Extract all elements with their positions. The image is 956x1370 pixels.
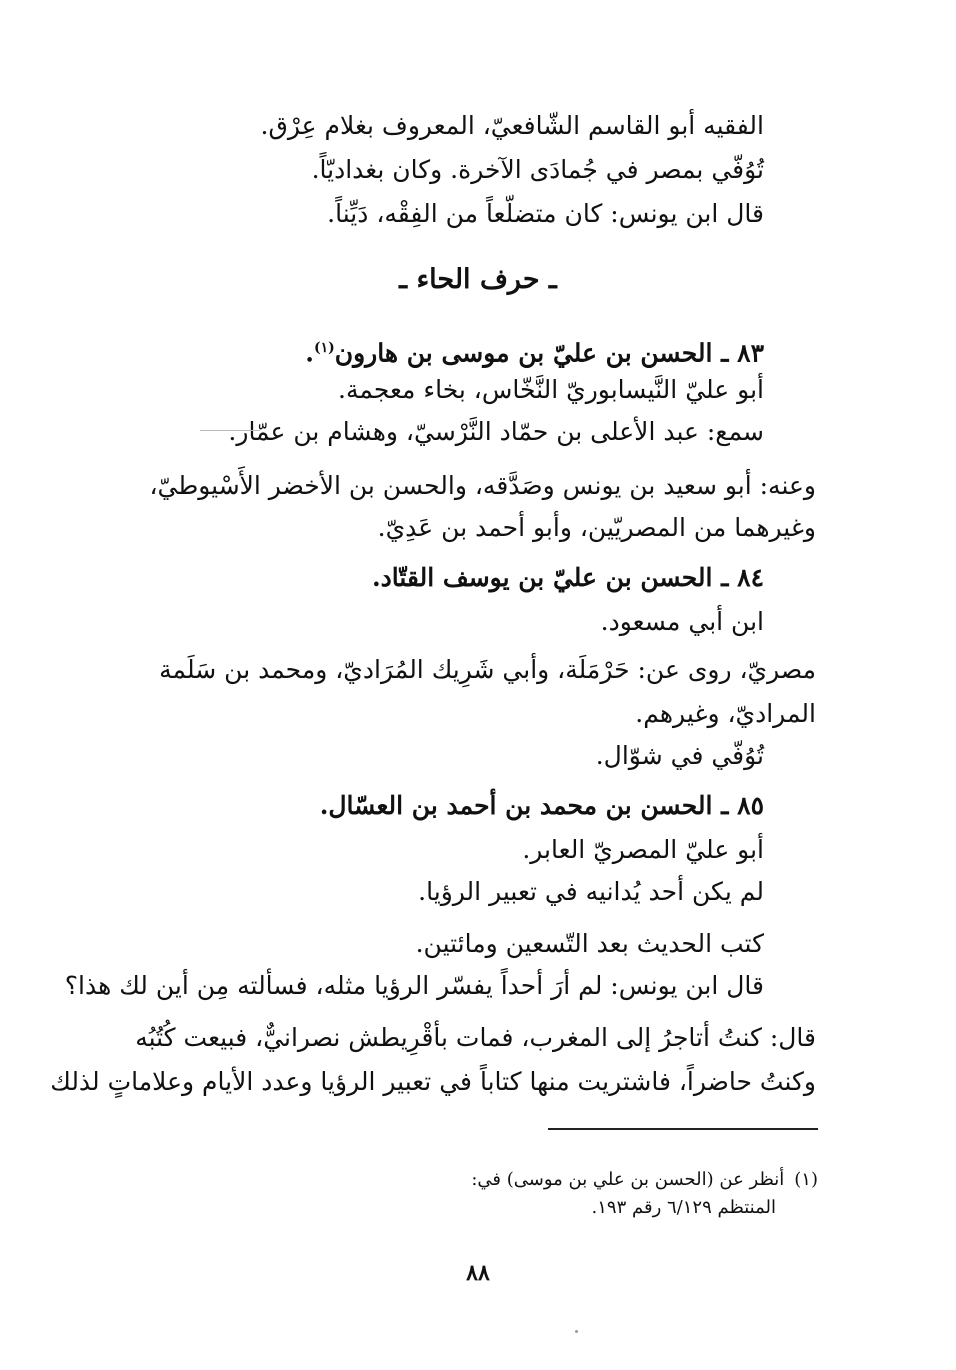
- footnote-number: (١): [794, 1169, 818, 1190]
- text-line: ابن أبي مسعود.: [600, 607, 764, 636]
- entry-title: ٨٤ ـ الحسن بن عليّ بن يوسف القتّاد.: [371, 563, 764, 592]
- footnote: [471, 1166, 818, 1194]
- footnote-text: أنظر عن (الحسن بن علي بن موسى) في:: [471, 1169, 785, 1190]
- text-line: لم يكن أحد يُدانيه في تعبير الرؤيا.: [418, 877, 764, 906]
- text-line: وكنتُ حاضراً، فاشتريت منها كتاباً في تعبير الرؤيا وعدد الأيام وعلاماتٍ لذلك: [50, 1067, 816, 1096]
- text-line: كتب الحديث بعد التّسعين ومائتين.: [415, 929, 764, 958]
- text-line: المراديّ، وغيرهم.: [635, 699, 816, 728]
- text-line: وعنه: أبو سعيد بن يونس وصَدَّقه، والحسن بن الأخضر الأَسْيوطيّ،: [149, 471, 816, 500]
- text-line: تُوُفّي في شوّال.: [595, 741, 764, 770]
- text-line: قال: كنتُ أتاجرُ إلى المغرب، فمات بأقْرِيطش نصرانيٌّ، فبيعت كُتُبُه: [135, 1023, 816, 1052]
- entry-title-end: .: [305, 338, 314, 368]
- divider: [200, 430, 260, 431]
- footnote-ref: (١): [313, 340, 335, 356]
- text-line: قال ابن يونس: لم أرَ أحداً يفسّر الرؤيا مثله، فسألته مِن أين لك هذا؟: [64, 971, 764, 1000]
- entry-title: [305, 330, 764, 371]
- footnote-text: المنتظم ٦/١٢٩ رقم ١٩٣.: [591, 1197, 776, 1218]
- text-line: سمع: عبد الأعلى بن حمّاد النَّرْسيّ، وهشام بن عمّار.: [228, 417, 764, 446]
- speck: [575, 1330, 578, 1333]
- entry-title-text: ٨٣ ـ الحسن بن عليّ بن موسى بن هارون: [334, 338, 764, 368]
- text-line: أبو عليّ المصريّ العابر.: [522, 835, 764, 864]
- text-line: تُوُفّي بمصر في جُمادَى الآخرة. وكان بغداديّاً.: [311, 155, 764, 184]
- text-line: قال ابن يونس: كان متضلّعاً من الفِقْه، دَيِّناً.: [327, 199, 764, 228]
- footnote-divider: [548, 1128, 818, 1130]
- entry-title: ٨٥ ـ الحسن بن محمد بن أحمد بن العسّال.: [319, 791, 764, 820]
- text-line: وغيرهما من المصريّين، وأبو أحمد بن عَدِيّ.: [377, 513, 816, 542]
- text-line: الفقيه أبو القاسم الشّافعيّ، المعروف بغلام عِرْق.: [260, 111, 764, 140]
- text-line: أبو عليّ النَّيسابوريّ النَّخّاس، بخاء معجمة.: [338, 375, 764, 404]
- text-line: مصريّ، روى عن: حَرْمَلَة، وأبي شَرِيك المُرَاديّ، ومحمد بن سَلَمة: [159, 655, 816, 684]
- page-number: ٨٨: [466, 1260, 490, 1286]
- section-heading: ـ حرف الحاء ـ: [399, 264, 557, 295]
